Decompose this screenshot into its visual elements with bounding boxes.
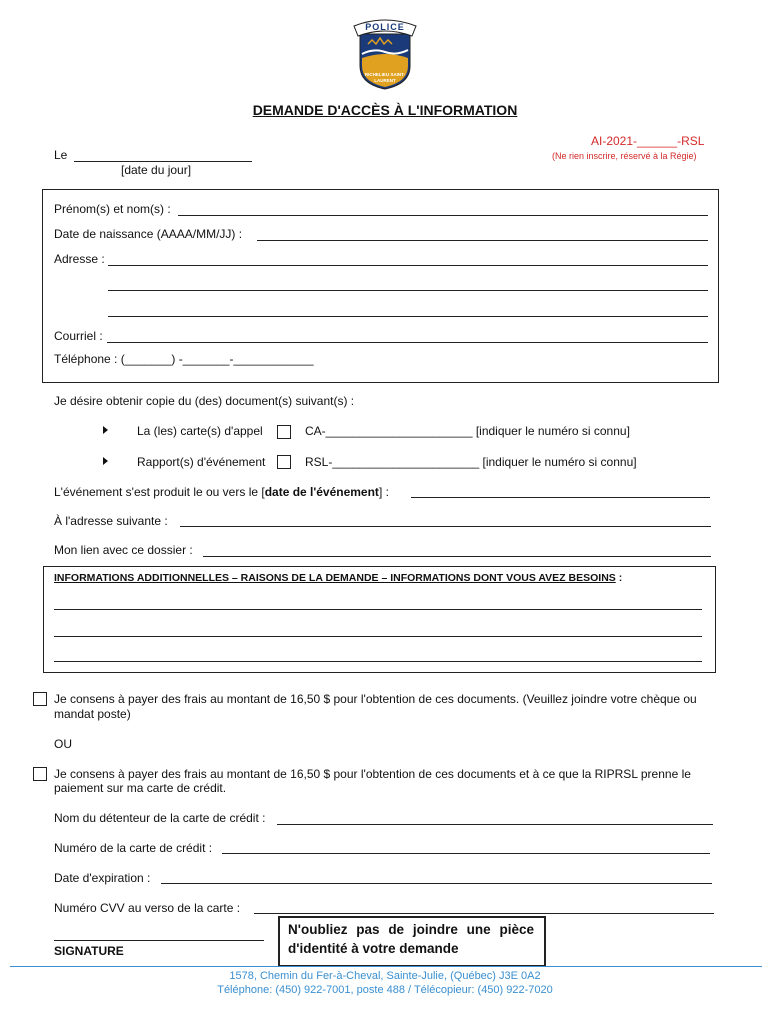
email-label: Courriel : (54, 329, 103, 343)
or-label: OU (54, 737, 72, 751)
footer-contact: Téléphone: (450) 922-7001, poste 488 / Télécopieur: (450) 922-7020 (217, 984, 553, 996)
case-link-field[interactable] (203, 556, 711, 557)
logo-shield-text: RICHELIEU SAINT-LAURENT (364, 72, 406, 83)
card-expiry-field[interactable] (161, 883, 712, 884)
card-holder-label: Nom du détenteur de la carte de crédit : (54, 811, 266, 825)
card-number-label: Numéro de la carte de crédit : (54, 841, 213, 855)
event-date-field[interactable] (411, 497, 710, 498)
date-prefix: Le (54, 148, 68, 162)
event-report-checkbox[interactable] (277, 455, 291, 469)
additional-info-line-2[interactable] (54, 636, 702, 637)
phone-field[interactable]: Téléphone : (_______) -_______-____________ (54, 352, 314, 366)
email-field[interactable] (107, 342, 708, 343)
footer-address: 1578, Chemin du Fer-à-Cheval, Sainte-Julie, (Québec) J3E 0A2 (229, 970, 541, 982)
call-card-number[interactable]: CA-______________________ [indiquer le numéro si connu] (305, 424, 630, 438)
card-cvv-label: Numéro CVV au verso de la carte : (54, 901, 241, 915)
page-title: DEMANDE D'ACCÈS À L'INFORMATION (252, 102, 518, 118)
document-item-label: La (les) carte(s) d'appel (137, 424, 263, 438)
date-field[interactable] (74, 161, 252, 162)
payment-card-checkbox[interactable] (33, 767, 47, 781)
logo-banner-text: POLICE (365, 22, 405, 32)
signature-label: SIGNATURE (54, 944, 124, 958)
card-number-field[interactable] (222, 853, 710, 854)
card-cvv-field[interactable] (254, 913, 714, 914)
reference-note: (Ne rien inscrire, réservé à la Régie) (552, 151, 697, 161)
document-item-label: Rapport(s) d'événement (137, 455, 266, 469)
footer-divider (10, 966, 762, 967)
payment-cheque-text: Je consens à payer des frais au montant de 16,50 $ pour l'obtention de ces documents. (Veuillez joindre votre chèque ou mandat poste) (54, 692, 697, 721)
card-holder-field[interactable] (277, 824, 713, 825)
additional-info-line-3[interactable] (54, 661, 702, 662)
date-caption: [date du jour] (121, 163, 192, 177)
id-reminder-text: N'oubliez pas de joindre une pièce d'identité à votre demande (288, 922, 534, 956)
additional-info-line-1[interactable] (54, 609, 702, 610)
additional-info-heading: INFORMATIONS ADDITIONNELLES – RAISONS DE LA DEMANDE – INFORMATIONS DONT VOUS AVEZ BESOINS : (54, 572, 623, 584)
call-card-checkbox[interactable] (277, 425, 291, 439)
address-label: Adresse : (54, 252, 105, 266)
dob-label: Date de naissance (AAAA/MM/JJ) : (54, 227, 243, 241)
police-logo (348, 14, 422, 90)
payment-cheque-checkbox[interactable] (33, 692, 47, 706)
name-label: Prénom(s) et nom(s) : (54, 202, 171, 216)
name-field[interactable] (178, 215, 708, 216)
event-report-number[interactable]: RSL-______________________ [indiquer le numéro si connu] (305, 455, 637, 469)
address-field-1[interactable] (108, 265, 708, 266)
event-address-field[interactable] (180, 526, 711, 527)
event-address-label: À l'adresse suivante : (54, 514, 168, 528)
reference-code: AI-2021-______-RSL (591, 134, 705, 148)
case-link-label: Mon lien avec ce dossier : (54, 543, 193, 557)
bullet-icon (103, 426, 108, 434)
card-expiry-label: Date d'expiration : (54, 871, 151, 885)
event-date-label: L'événement s'est produit le ou vers le [date de l'événement] : (54, 485, 389, 499)
signature-field[interactable] (54, 940, 264, 941)
payment-card-text: Je consens à payer des frais au montant de 16,50 $ pour l'obtention de ces documents et à ce que la RIPRSL prenne le paiement sur ma carte de crédit. (54, 767, 691, 795)
dob-field[interactable] (257, 240, 708, 241)
address-field-3[interactable] (108, 316, 708, 317)
address-field-2[interactable] (108, 290, 708, 291)
bullet-icon (103, 457, 108, 465)
documents-intro: Je désire obtenir copie du (des) document(s) suivant(s) : (54, 394, 355, 408)
